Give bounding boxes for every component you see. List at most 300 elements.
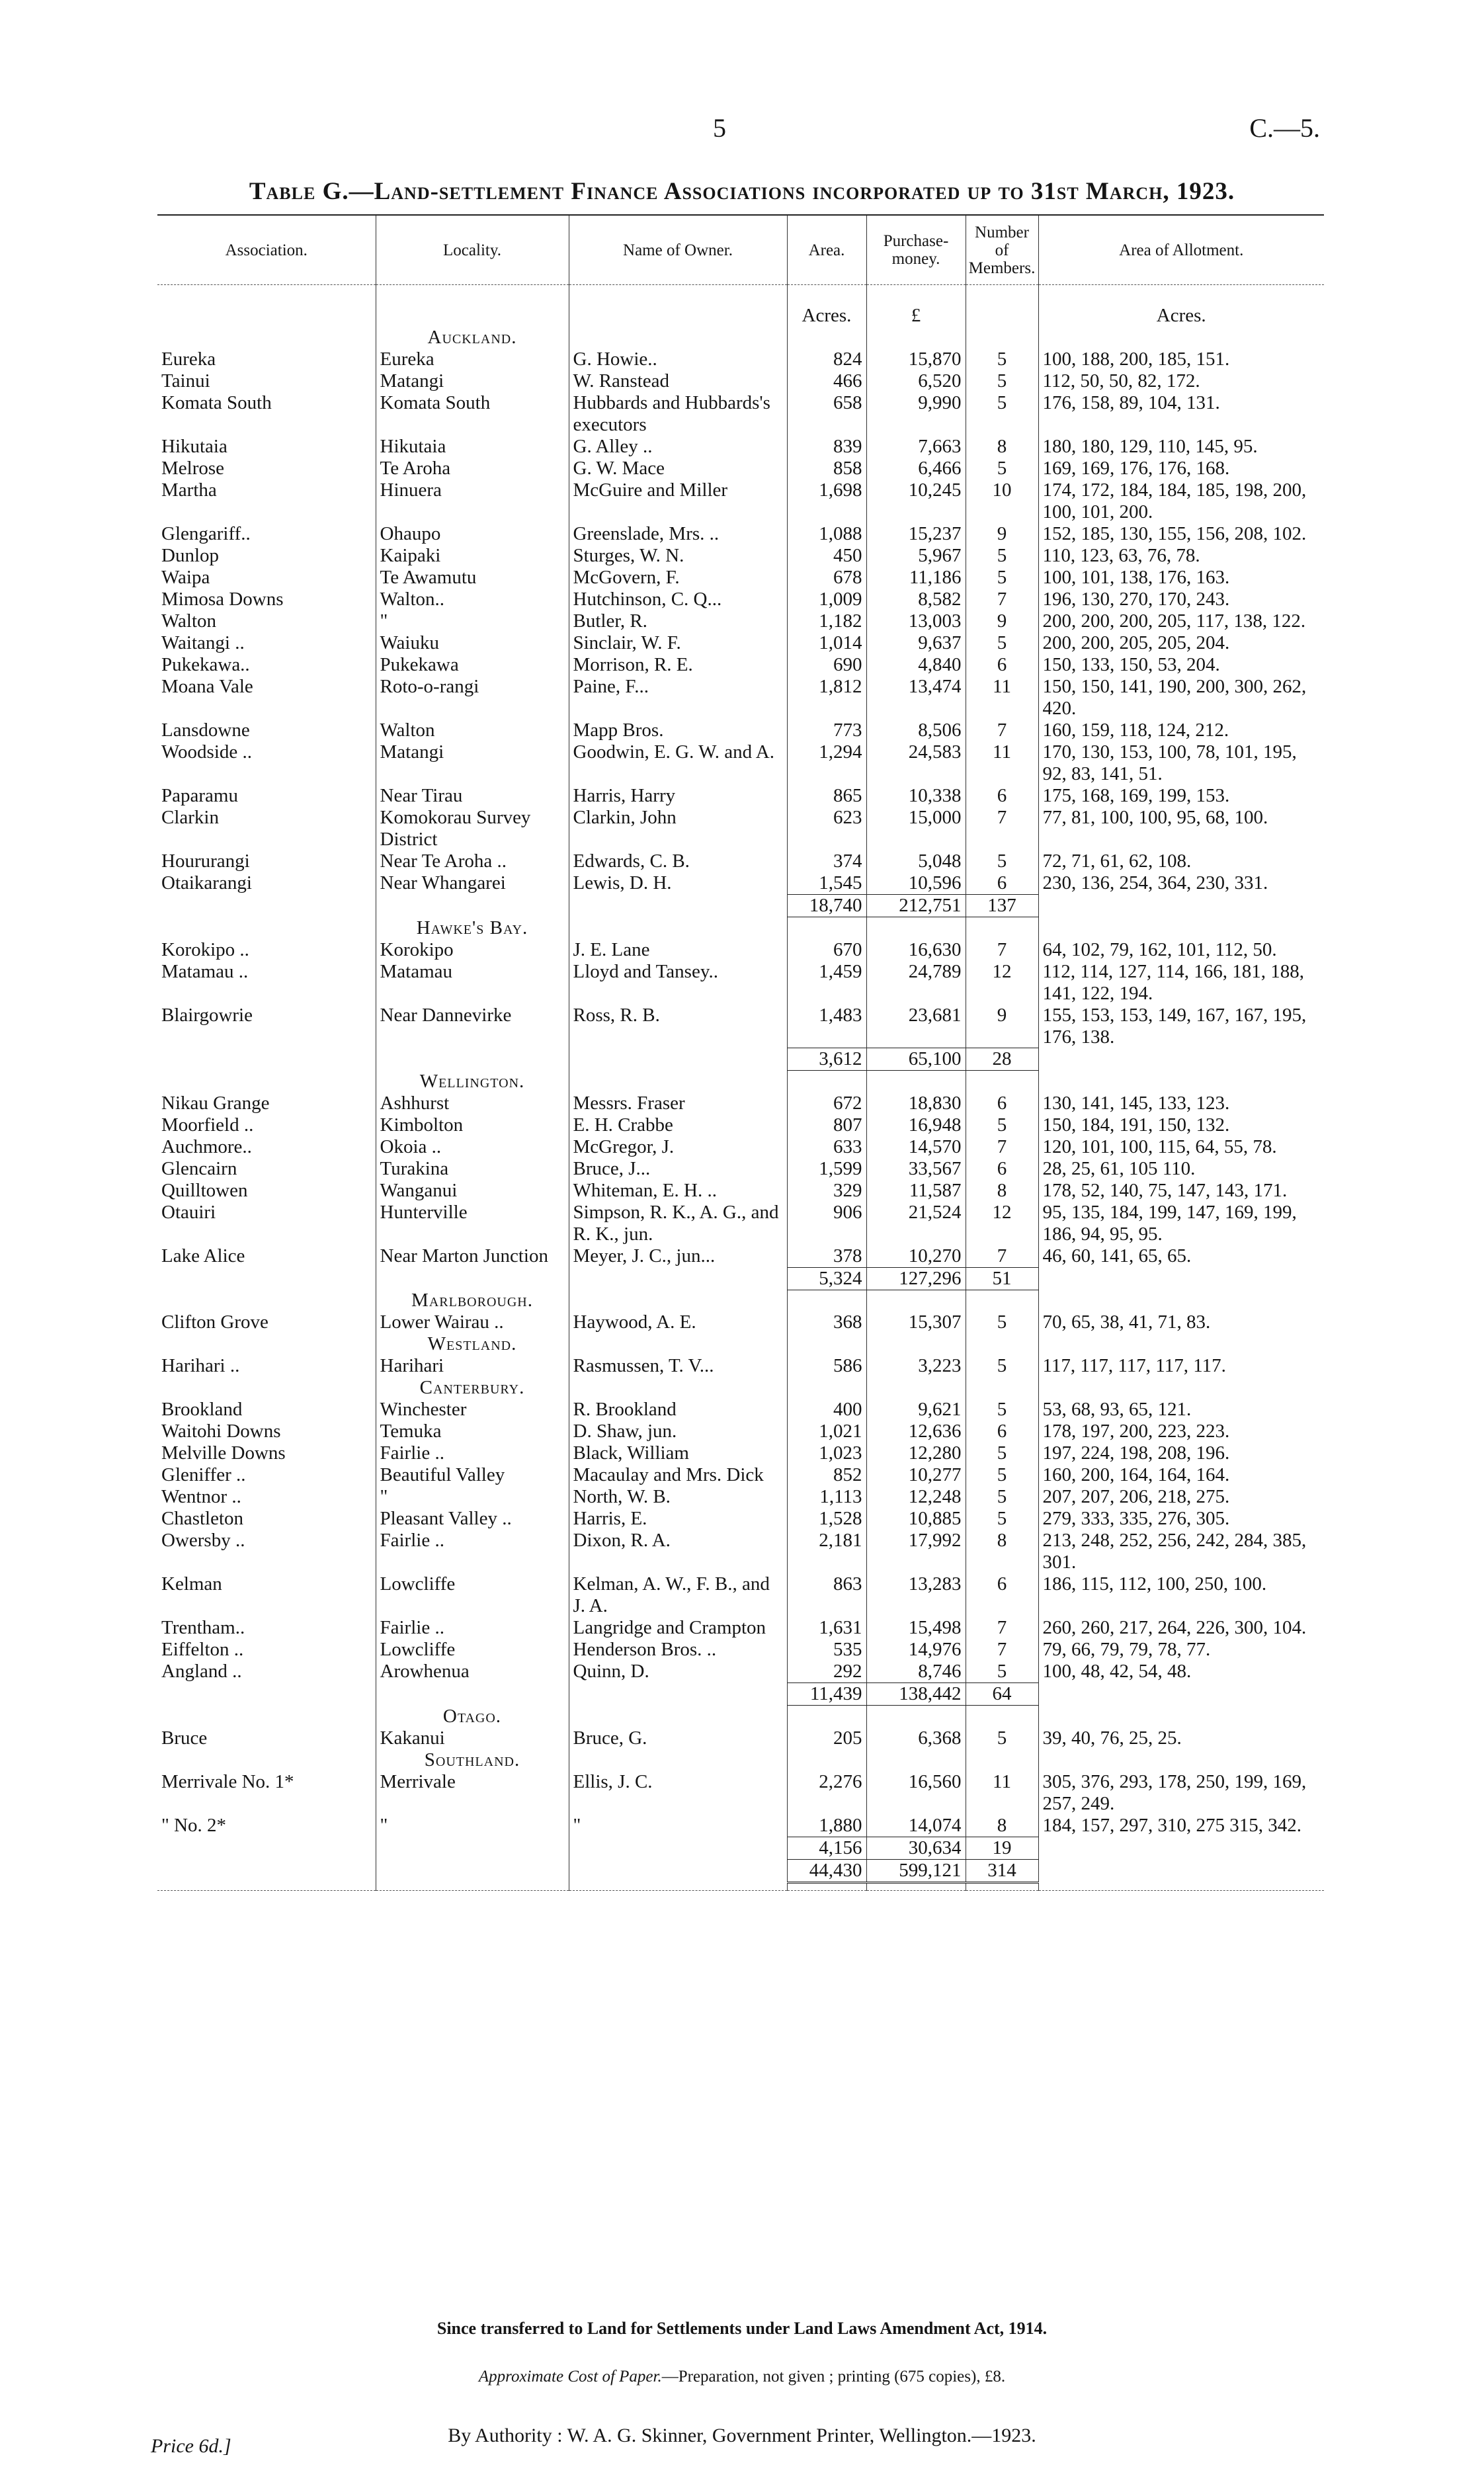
allotment-cell bbox=[1038, 1136, 1324, 1158]
purchase-money-cell bbox=[866, 1093, 966, 1114]
area-cell bbox=[787, 807, 866, 851]
association-cell bbox=[157, 961, 376, 1005]
owner-cell bbox=[569, 632, 787, 654]
association-cell-text: Owersby .. bbox=[161, 1530, 245, 1551]
table-row bbox=[157, 610, 1324, 632]
empty-cell bbox=[787, 1290, 866, 1311]
total-purchase-money-text: 599,121 bbox=[899, 1859, 962, 1881]
empty-cell bbox=[866, 327, 966, 349]
purchase-money-cell-text: 13,283 bbox=[908, 1573, 962, 1595]
purchase-money-cell-text: 12,248 bbox=[908, 1486, 962, 1507]
region-heading-row bbox=[157, 1290, 1324, 1311]
association-cell-text: Pukekawa.. bbox=[161, 654, 250, 675]
area-cell-text: 623 bbox=[833, 807, 862, 828]
locality-cell-text: Ashhurst bbox=[380, 1092, 450, 1114]
owner-cell bbox=[569, 567, 787, 589]
members-cell bbox=[966, 1486, 1038, 1508]
table-row bbox=[157, 1639, 1324, 1661]
table-row bbox=[157, 349, 1324, 370]
purchase-money-cell-text: 10,245 bbox=[908, 479, 962, 501]
allotment-cell bbox=[1038, 1573, 1324, 1617]
locality-cell-text: Okoia .. bbox=[380, 1136, 442, 1157]
table-row bbox=[157, 807, 1324, 851]
area-cell-text: 378 bbox=[833, 1245, 862, 1267]
members-cell-text: 5 bbox=[997, 1508, 1007, 1529]
region-name: Marlborough. bbox=[411, 1290, 533, 1311]
locality-cell bbox=[376, 523, 569, 545]
members-cell-text: 6 bbox=[997, 1157, 1007, 1179]
owner-cell-text: D. Shaw, jun. bbox=[573, 1421, 677, 1442]
association-cell-text: Lansdowne bbox=[161, 720, 250, 741]
total-members-text: 28 bbox=[992, 1048, 1012, 1069]
purchase-money-cell bbox=[866, 741, 966, 785]
purchase-money-cell-text: 14,976 bbox=[908, 1639, 962, 1660]
area-cell bbox=[787, 392, 866, 436]
region-cell bbox=[376, 1290, 569, 1311]
area-cell-text: 1,009 bbox=[819, 589, 862, 610]
association-cell-text: Walton bbox=[161, 610, 217, 632]
allotment-cell bbox=[1038, 676, 1324, 720]
allotment-cell-text: 169, 169, 176, 176, 168. bbox=[1042, 458, 1230, 479]
allotment-cell bbox=[1038, 741, 1324, 785]
area-cell bbox=[787, 370, 866, 392]
locality-cell bbox=[376, 567, 569, 589]
area-cell bbox=[787, 589, 866, 610]
subtotal-row bbox=[157, 1267, 1324, 1290]
members-cell bbox=[966, 436, 1038, 458]
allotment-cell-text: 39, 40, 76, 25, 25. bbox=[1042, 1727, 1182, 1749]
purchase-money-cell bbox=[866, 392, 966, 436]
locality-cell bbox=[376, 851, 569, 872]
purchase-money-cell-text: 15,870 bbox=[908, 349, 962, 370]
purchase-money-cell bbox=[866, 1421, 966, 1442]
owner-cell-text: Butler, R. bbox=[573, 610, 647, 632]
members-cell bbox=[966, 1005, 1038, 1048]
allotment-cell bbox=[1038, 589, 1324, 610]
allotment-cell-text: 186, 115, 112, 100, 250, 100. bbox=[1042, 1573, 1267, 1595]
area-cell bbox=[787, 939, 866, 961]
purchase-money-cell bbox=[866, 851, 966, 872]
subtotal-row bbox=[157, 895, 1324, 917]
purchase-money-cell bbox=[866, 370, 966, 392]
rule-cell bbox=[966, 1882, 1038, 1890]
members-cell-text: 5 bbox=[997, 851, 1007, 872]
unit-area: Acres. bbox=[787, 285, 866, 327]
locality-cell-text: Harihari bbox=[380, 1355, 444, 1376]
association-cell-text: Waitangi .. bbox=[161, 632, 245, 653]
purchase-money-cell bbox=[866, 1617, 966, 1639]
locality-cell bbox=[376, 939, 569, 961]
unit-money: £ bbox=[866, 285, 966, 327]
association-cell bbox=[157, 1245, 376, 1268]
area-cell bbox=[787, 1573, 866, 1617]
purchase-money-cell-text: 10,270 bbox=[908, 1245, 962, 1267]
association-cell-text: Hikutaia bbox=[161, 436, 227, 457]
allotment-cell-text: 260, 260, 217, 264, 226, 300, 104. bbox=[1042, 1617, 1307, 1638]
table-body bbox=[157, 285, 1324, 1891]
allotment-cell-text: 176, 158, 89, 104, 131. bbox=[1042, 392, 1220, 413]
purchase-money-cell bbox=[866, 1464, 966, 1486]
association-cell bbox=[157, 1136, 376, 1158]
purchase-money-cell-text: 9,621 bbox=[918, 1399, 962, 1420]
table-row bbox=[157, 654, 1324, 676]
allotment-cell bbox=[1038, 1508, 1324, 1530]
owner-cell bbox=[569, 1464, 787, 1486]
owner-cell-text: Rasmussen, T. V... bbox=[573, 1355, 714, 1376]
area-cell-text: 1,599 bbox=[819, 1157, 862, 1179]
empty-cell bbox=[966, 1290, 1038, 1311]
members-cell-text: 9 bbox=[997, 1004, 1007, 1026]
allotment-cell bbox=[1038, 1727, 1324, 1749]
table-row bbox=[157, 436, 1324, 458]
association-cell-text: Waitohi Downs bbox=[161, 1421, 281, 1442]
empty-cell bbox=[1038, 1749, 1324, 1771]
empty-cell bbox=[787, 1706, 866, 1727]
table-row bbox=[157, 1771, 1324, 1815]
members-cell-text: 7 bbox=[997, 589, 1007, 610]
empty-cell bbox=[569, 1859, 787, 1882]
region-heading-row bbox=[157, 327, 1324, 349]
units-row bbox=[157, 285, 1324, 327]
association-cell bbox=[157, 479, 376, 523]
allotment-cell bbox=[1038, 1442, 1324, 1464]
members-cell bbox=[966, 1311, 1038, 1333]
owner-cell bbox=[569, 1421, 787, 1442]
purchase-money-cell-text: 3,223 bbox=[918, 1355, 962, 1376]
members-cell-text: 8 bbox=[997, 1530, 1007, 1551]
locality-cell bbox=[376, 654, 569, 676]
area-cell-text: 906 bbox=[833, 1201, 862, 1223]
area-cell bbox=[787, 1815, 866, 1837]
members-cell-text: 5 bbox=[997, 1399, 1007, 1420]
allotment-cell-text: 72, 71, 61, 62, 108. bbox=[1042, 851, 1192, 872]
locality-cell bbox=[376, 1114, 569, 1136]
empty-cell bbox=[966, 1333, 1038, 1355]
locality-cell bbox=[376, 1311, 569, 1333]
members-cell bbox=[966, 458, 1038, 479]
purchase-money-cell-text: 11,186 bbox=[909, 567, 962, 588]
region-name: Hawke's Bay. bbox=[416, 917, 528, 938]
allotment-cell-text: 175, 168, 169, 199, 153. bbox=[1042, 785, 1230, 806]
members-cell-text: 9 bbox=[997, 610, 1007, 632]
members-cell-text: 7 bbox=[997, 1617, 1007, 1638]
locality-cell bbox=[376, 1661, 569, 1683]
purchase-money-cell bbox=[866, 610, 966, 632]
purchase-money-cell-text: 11,587 bbox=[909, 1179, 962, 1201]
total-area bbox=[787, 1837, 866, 1859]
total-purchase-money bbox=[866, 1683, 966, 1706]
locality-cell-text: Roto-o-rangi bbox=[380, 676, 479, 697]
empty-cell bbox=[157, 1683, 376, 1706]
locality-cell-text: Pukekawa bbox=[380, 654, 459, 675]
table-row bbox=[157, 1573, 1324, 1617]
members-cell bbox=[966, 1771, 1038, 1815]
allotment-cell bbox=[1038, 807, 1324, 851]
allotment-cell bbox=[1038, 1202, 1324, 1245]
empty-cell bbox=[787, 917, 866, 939]
empty-cell bbox=[787, 327, 866, 349]
table-row bbox=[157, 545, 1324, 567]
empty-cell bbox=[376, 895, 569, 917]
association-cell-text: Glengariff.. bbox=[161, 523, 251, 544]
association-cell bbox=[157, 1421, 376, 1442]
members-cell-text: 7 bbox=[997, 938, 1007, 960]
purchase-money-cell-text: 9,637 bbox=[918, 632, 962, 653]
table-header-row bbox=[157, 215, 1324, 285]
area-cell bbox=[787, 720, 866, 741]
purchase-money-cell-text: 6,520 bbox=[918, 370, 962, 392]
region-name: Westland. bbox=[427, 1333, 517, 1354]
empty-cell bbox=[569, 1290, 787, 1311]
table-row bbox=[157, 1355, 1324, 1377]
locality-cell bbox=[376, 1180, 569, 1202]
owner-cell bbox=[569, 436, 787, 458]
members-cell-text: 11 bbox=[993, 676, 1011, 697]
region-name: Wellington. bbox=[419, 1070, 525, 1092]
locality-cell-text: Near Tirau bbox=[380, 785, 463, 806]
region-cell bbox=[376, 1377, 569, 1399]
purchase-money-cell bbox=[866, 1442, 966, 1464]
allotment-cell-text: 53, 68, 93, 65, 121. bbox=[1042, 1399, 1192, 1420]
members-cell bbox=[966, 851, 1038, 872]
cost-text: —Preparation, not given ; printing (675 copies), £8. bbox=[661, 2368, 1006, 2386]
table-row bbox=[157, 1136, 1324, 1158]
allotment-cell bbox=[1038, 1815, 1324, 1837]
allotment-cell-text: 70, 65, 38, 41, 71, 83. bbox=[1042, 1311, 1211, 1333]
locality-cell bbox=[376, 785, 569, 807]
locality-cell bbox=[376, 632, 569, 654]
owner-cell-text: " bbox=[573, 1814, 581, 1836]
purchase-money-cell-text: 5,967 bbox=[918, 545, 962, 566]
association-cell bbox=[157, 632, 376, 654]
empty-cell bbox=[866, 1071, 966, 1093]
association-cell bbox=[157, 545, 376, 567]
allotment-cell bbox=[1038, 1486, 1324, 1508]
table-row bbox=[157, 1617, 1324, 1639]
owner-cell-text: Dixon, R. A. bbox=[573, 1530, 671, 1551]
locality-cell-text: Fairlie .. bbox=[380, 1530, 444, 1551]
area-cell-text: 670 bbox=[833, 938, 862, 960]
members-cell bbox=[966, 939, 1038, 961]
members-cell-text: 6 bbox=[997, 872, 1007, 893]
owner-cell-text: Harris, E. bbox=[573, 1508, 647, 1529]
owner-cell bbox=[569, 741, 787, 785]
members-cell-text: 7 bbox=[997, 1245, 1007, 1267]
table-row bbox=[157, 1727, 1324, 1749]
purchase-money-cell-text: 15,498 bbox=[908, 1617, 962, 1638]
owner-cell bbox=[569, 1815, 787, 1837]
owner-cell-text: McGuire and Miller bbox=[573, 479, 728, 501]
owner-cell-text: Kelman, A. W., F. B., and J. A. bbox=[573, 1573, 770, 1616]
association-cell-text: " No. 2* bbox=[161, 1814, 227, 1836]
table-row bbox=[157, 392, 1324, 436]
owner-cell-text: G. W. Mace bbox=[573, 458, 665, 479]
locality-cell bbox=[376, 1136, 569, 1158]
owner-cell-text: Mapp Bros. bbox=[573, 720, 664, 741]
table-row bbox=[157, 1421, 1324, 1442]
empty-cell bbox=[966, 1071, 1038, 1093]
association-cell bbox=[157, 1530, 376, 1573]
purchase-money-cell-text: 12,280 bbox=[908, 1442, 962, 1464]
allotment-cell-text: 197, 224, 198, 208, 196. bbox=[1042, 1442, 1230, 1464]
purchase-money-cell bbox=[866, 349, 966, 370]
empty-cell bbox=[1038, 1267, 1324, 1290]
area-cell-text: 2,276 bbox=[819, 1770, 862, 1792]
area-cell-text: 672 bbox=[833, 1092, 862, 1114]
allotment-cell-text: 160, 159, 118, 124, 212. bbox=[1042, 720, 1229, 741]
area-cell-text: 658 bbox=[833, 392, 862, 413]
locality-cell-text: Eureka bbox=[380, 349, 434, 370]
allotment-cell-text: 170, 130, 153, 100, 78, 101, 195, 92, 83, 141, 51. bbox=[1042, 741, 1297, 784]
members-cell bbox=[966, 1114, 1038, 1136]
empty-cell bbox=[569, 1267, 787, 1290]
allotment-cell bbox=[1038, 851, 1324, 872]
members-cell-text: 7 bbox=[997, 807, 1007, 828]
allotment-cell-text: 150, 133, 150, 53, 204. bbox=[1042, 654, 1220, 675]
locality-cell-text: Fairlie .. bbox=[380, 1442, 444, 1464]
owner-cell bbox=[569, 1727, 787, 1749]
association-cell-text: Blairgowrie bbox=[161, 1004, 253, 1026]
empty-cell bbox=[569, 917, 787, 939]
locality-cell bbox=[376, 1158, 569, 1180]
locality-cell bbox=[376, 1421, 569, 1442]
total-purchase-money-text: 65,100 bbox=[908, 1048, 962, 1069]
allotment-cell-text: 95, 135, 184, 199, 147, 169, 199, 186, 94, 95, 95. bbox=[1042, 1201, 1297, 1245]
owner-cell bbox=[569, 589, 787, 610]
association-cell bbox=[157, 1464, 376, 1486]
purchase-money-cell bbox=[866, 961, 966, 1005]
empty-cell bbox=[157, 1837, 376, 1859]
owner-cell-text: G. Howie.. bbox=[573, 349, 657, 370]
rule-cell bbox=[157, 1882, 376, 1890]
association-cell-text: Bruce bbox=[161, 1727, 208, 1749]
cost-label: Approximate Cost of Paper. bbox=[478, 2368, 662, 2386]
association-cell bbox=[157, 436, 376, 458]
empty-cell bbox=[569, 1377, 787, 1399]
allotment-cell bbox=[1038, 1158, 1324, 1180]
owner-cell bbox=[569, 610, 787, 632]
purchase-money-cell-text: 8,582 bbox=[918, 589, 962, 610]
allotment-cell bbox=[1038, 1464, 1324, 1486]
allotment-cell bbox=[1038, 785, 1324, 807]
allotment-cell bbox=[1038, 545, 1324, 567]
printer-authority: By Authority : W. A. G. Skinner, Government Printer, Wellington.—1923. bbox=[448, 2425, 1036, 2446]
members-cell-text: 12 bbox=[992, 1201, 1012, 1223]
association-cell bbox=[157, 807, 376, 851]
land-settlement-table bbox=[157, 214, 1324, 1891]
empty-cell bbox=[569, 1749, 787, 1771]
empty-cell bbox=[1038, 327, 1324, 349]
owner-cell-text: Langridge and Crampton bbox=[573, 1617, 766, 1638]
owner-cell bbox=[569, 1617, 787, 1639]
association-cell-text: Otaikarangi bbox=[161, 872, 252, 893]
locality-cell-text: Hinuera bbox=[380, 479, 442, 501]
association-cell-text: Otauiri bbox=[161, 1201, 216, 1223]
total-area bbox=[787, 895, 866, 917]
locality-cell bbox=[376, 1530, 569, 1573]
locality-cell-text: Matangi bbox=[380, 741, 444, 763]
association-cell-text: Clarkin bbox=[161, 807, 219, 828]
table-row bbox=[157, 1202, 1324, 1245]
area-cell bbox=[787, 1661, 866, 1683]
area-cell-text: 1,812 bbox=[819, 676, 862, 697]
rule-cell bbox=[376, 1882, 569, 1890]
purchase-money-cell bbox=[866, 1180, 966, 1202]
locality-cell bbox=[376, 1442, 569, 1464]
members-cell bbox=[966, 1180, 1038, 1202]
allotment-cell bbox=[1038, 632, 1324, 654]
members-cell-text: 5 bbox=[997, 1661, 1007, 1682]
purchase-money-cell-text: 7,663 bbox=[918, 436, 962, 457]
empty-cell bbox=[157, 1706, 376, 1727]
owner-cell-text: Bruce, G. bbox=[573, 1727, 647, 1749]
region-cell bbox=[376, 1333, 569, 1355]
association-cell bbox=[157, 939, 376, 961]
purchase-money-cell-text: 12,636 bbox=[908, 1421, 962, 1442]
association-cell bbox=[157, 1158, 376, 1180]
empty-cell bbox=[157, 1749, 376, 1771]
purchase-money-cell-text: 16,630 bbox=[908, 938, 962, 960]
members-cell bbox=[966, 676, 1038, 720]
allotment-cell-text: 200, 200, 205, 205, 204. bbox=[1042, 632, 1230, 653]
area-cell bbox=[787, 741, 866, 785]
subtotal-row bbox=[157, 1837, 1324, 1859]
association-cell bbox=[157, 1093, 376, 1114]
members-cell bbox=[966, 610, 1038, 632]
members-cell-text: 7 bbox=[997, 1136, 1007, 1157]
locality-cell bbox=[376, 741, 569, 785]
association-cell-text: Woodside .. bbox=[161, 741, 253, 763]
col-header-allotment: Area of Allotment. bbox=[1038, 215, 1324, 285]
association-cell bbox=[157, 676, 376, 720]
area-cell bbox=[787, 567, 866, 589]
association-cell-text: Nikau Grange bbox=[161, 1092, 270, 1114]
allotment-cell-text: 112, 50, 50, 82, 172. bbox=[1042, 370, 1200, 392]
owner-cell bbox=[569, 1573, 787, 1617]
locality-cell bbox=[376, 1486, 569, 1508]
empty-cell bbox=[569, 1048, 787, 1071]
locality-cell bbox=[376, 349, 569, 370]
area-cell bbox=[787, 436, 866, 458]
locality-cell-text: Near Whangarei bbox=[380, 872, 506, 893]
association-cell-text: Eiffelton .. bbox=[161, 1639, 244, 1660]
locality-cell-text: Kimbolton bbox=[380, 1114, 464, 1136]
members-cell-text: 5 bbox=[997, 458, 1007, 479]
owner-cell-text: Quinn, D. bbox=[573, 1661, 649, 1682]
owner-cell bbox=[569, 545, 787, 567]
members-cell bbox=[966, 479, 1038, 523]
col-header-locality: Locality. bbox=[376, 215, 569, 285]
association-cell-text: Waipa bbox=[161, 567, 210, 588]
association-cell-text: Wentnor .. bbox=[161, 1486, 241, 1507]
owner-cell bbox=[569, 349, 787, 370]
empty-cell bbox=[569, 895, 787, 917]
members-cell-text: 8 bbox=[997, 436, 1007, 457]
locality-cell bbox=[376, 1399, 569, 1421]
col-header-association: Association. bbox=[157, 215, 376, 285]
association-cell-text: Mimosa Downs bbox=[161, 589, 284, 610]
empty-cell bbox=[157, 1333, 376, 1355]
allotment-cell bbox=[1038, 1639, 1324, 1661]
rule-cell bbox=[1038, 1882, 1324, 1890]
association-cell bbox=[157, 654, 376, 676]
empty-cell bbox=[569, 1706, 787, 1727]
area-cell-text: 1,088 bbox=[819, 523, 862, 544]
owner-cell-text: Goodwin, E. G. W. and A. bbox=[573, 741, 774, 763]
table-row bbox=[157, 1486, 1324, 1508]
association-cell bbox=[157, 589, 376, 610]
purchase-money-cell-text: 5,048 bbox=[918, 851, 962, 872]
